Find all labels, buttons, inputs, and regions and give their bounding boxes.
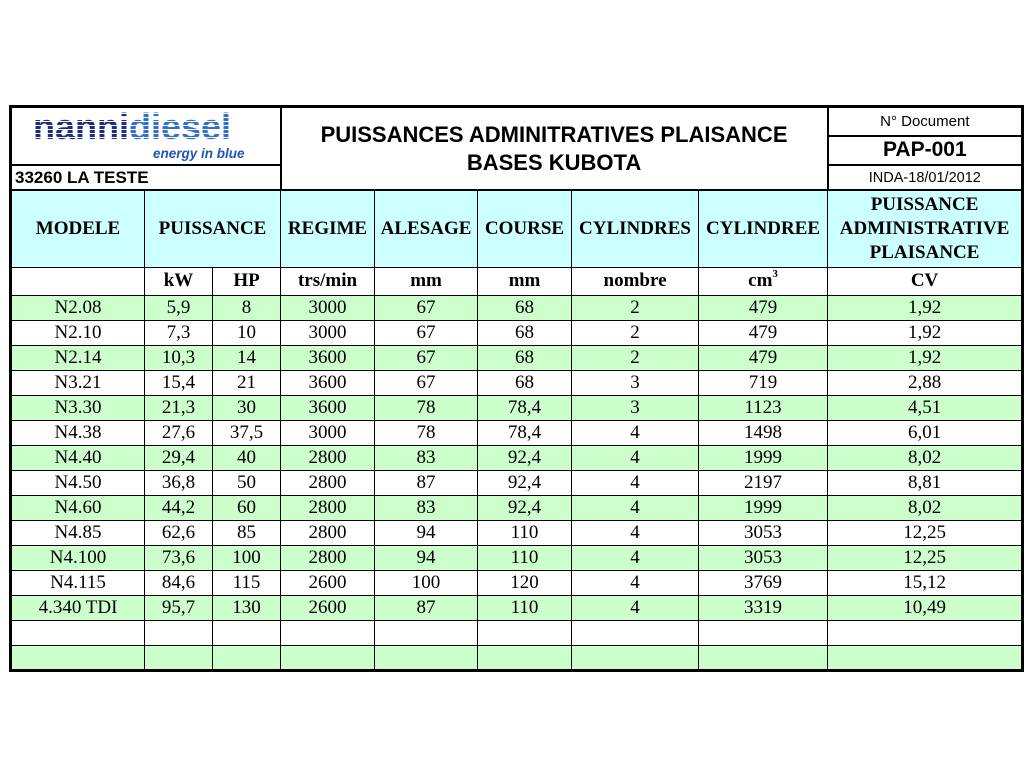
title-line-2: BASES KUBOTA xyxy=(466,149,642,175)
model-cell: N4.50 xyxy=(11,470,145,495)
admin-power-cell: 4,51 xyxy=(828,395,1023,420)
cylinders-cell: 3 xyxy=(572,395,699,420)
header-block-row-1 xyxy=(11,107,1023,136)
cylinders-cell: 4 xyxy=(572,570,699,595)
stroke-cell: 92,4 xyxy=(478,470,572,495)
logo-wordmark-diesel: diesel xyxy=(129,106,232,147)
empty-cell xyxy=(213,620,281,645)
power-hp-cell: 85 xyxy=(213,520,281,545)
power-kw-cell: 73,6 xyxy=(145,545,213,570)
power-hp-cell: 100 xyxy=(213,545,281,570)
stroke-cell: 110 xyxy=(478,520,572,545)
power-hp-cell: 40 xyxy=(213,445,281,470)
column-header-puissance-administrative: PUISSANCE ADMINISTRATIVE PLAISANCE xyxy=(828,190,1023,267)
displacement-cell: 479 xyxy=(699,295,828,320)
model-cell: N2.08 xyxy=(11,295,145,320)
displacement-cell: 2197 xyxy=(699,470,828,495)
unit-regime: trs/min xyxy=(281,267,375,295)
column-header-row xyxy=(11,190,1023,267)
empty-cell xyxy=(213,645,281,670)
title-line-1: PUISSANCES ADMINITRATIVES PLAISANCE xyxy=(320,121,788,147)
unit-kw: kW xyxy=(145,267,213,295)
empty-cell xyxy=(375,620,478,645)
logo-cell xyxy=(11,107,281,166)
power-kw-cell: 15,4 xyxy=(145,370,213,395)
model-cell: N4.100 xyxy=(11,545,145,570)
regime-cell: 3000 xyxy=(281,320,375,345)
stroke-cell: 120 xyxy=(478,570,572,595)
table-row xyxy=(11,445,1023,470)
power-kw-cell: 84,6 xyxy=(145,570,213,595)
empty-cell xyxy=(145,620,213,645)
bore-cell: 83 xyxy=(375,445,478,470)
document-number-label: N° Document xyxy=(828,107,1023,136)
regime-cell: 2800 xyxy=(281,545,375,570)
empty-cell xyxy=(572,645,699,670)
model-cell: N4.40 xyxy=(11,445,145,470)
admin-power-cell: 1,92 xyxy=(828,295,1023,320)
admin-power-cell: 15,12 xyxy=(828,570,1023,595)
bore-cell: 87 xyxy=(375,470,478,495)
power-hp-cell: 115 xyxy=(213,570,281,595)
power-kw-cell: 10,3 xyxy=(145,345,213,370)
displacement-cell: 1498 xyxy=(699,420,828,445)
stroke-cell: 78,4 xyxy=(478,395,572,420)
empty-cell xyxy=(281,620,375,645)
unit-modele-empty xyxy=(11,267,145,295)
table-row xyxy=(11,395,1023,420)
bore-cell: 87 xyxy=(375,595,478,620)
displacement-cell: 3053 xyxy=(699,545,828,570)
model-cell: N4.38 xyxy=(11,420,145,445)
cylinders-cell: 4 xyxy=(572,520,699,545)
empty-cell xyxy=(828,645,1023,670)
empty-cell xyxy=(572,620,699,645)
column-header-course: COURSE xyxy=(478,190,572,267)
regime-cell: 2800 xyxy=(281,445,375,470)
admin-power-cell: 12,25 xyxy=(828,545,1023,570)
empty-cell xyxy=(281,645,375,670)
admin-power-cell: 1,92 xyxy=(828,320,1023,345)
cylinders-cell: 2 xyxy=(572,345,699,370)
table-row xyxy=(11,345,1023,370)
regime-cell: 3000 xyxy=(281,420,375,445)
power-hp-cell: 21 xyxy=(213,370,281,395)
empty-table-row xyxy=(11,620,1023,645)
empty-cell xyxy=(375,645,478,670)
power-kw-cell: 21,3 xyxy=(145,395,213,420)
regime-cell: 3600 xyxy=(281,395,375,420)
power-hp-cell: 30 xyxy=(213,395,281,420)
empty-cell xyxy=(11,620,145,645)
model-cell: N4.60 xyxy=(11,495,145,520)
power-kw-cell: 62,6 xyxy=(145,520,213,545)
stroke-cell: 110 xyxy=(478,595,572,620)
admin-power-cell: 12,25 xyxy=(828,520,1023,545)
model-cell: N2.14 xyxy=(11,345,145,370)
displacement-cell: 1999 xyxy=(699,495,828,520)
table-row xyxy=(11,545,1023,570)
column-header-regime: REGIME xyxy=(281,190,375,267)
unit-hp: HP xyxy=(213,267,281,295)
logo-wordmark xyxy=(33,106,232,147)
bore-cell: 67 xyxy=(375,345,478,370)
displacement-cell: 1999 xyxy=(699,445,828,470)
table-row xyxy=(11,295,1023,320)
cylinders-cell: 4 xyxy=(572,470,699,495)
logo-tagline: energy in blue xyxy=(153,146,245,161)
displacement-cell: 479 xyxy=(699,320,828,345)
empty-table-row xyxy=(11,645,1023,670)
model-cell: N3.30 xyxy=(11,395,145,420)
power-hp-cell: 50 xyxy=(213,470,281,495)
bore-cell: 67 xyxy=(375,370,478,395)
empty-cell xyxy=(11,645,145,670)
stroke-cell: 78,4 xyxy=(478,420,572,445)
displacement-cell: 3319 xyxy=(699,595,828,620)
table-row xyxy=(11,520,1023,545)
displacement-cell: 1123 xyxy=(699,395,828,420)
document-title xyxy=(281,107,828,191)
company-address: 33260 LA TESTE xyxy=(11,165,281,190)
table-row xyxy=(11,320,1023,345)
model-cell: N3.21 xyxy=(11,370,145,395)
empty-cell xyxy=(478,645,572,670)
power-hp-cell: 37,5 xyxy=(213,420,281,445)
table-row xyxy=(11,470,1023,495)
table-row xyxy=(11,370,1023,395)
cylinders-cell: 4 xyxy=(572,495,699,520)
table-row xyxy=(11,420,1023,445)
bore-cell: 67 xyxy=(375,295,478,320)
regime-cell: 2800 xyxy=(281,495,375,520)
bore-cell: 94 xyxy=(375,520,478,545)
cylinders-cell: 2 xyxy=(572,295,699,320)
power-hp-cell: 130 xyxy=(213,595,281,620)
stroke-cell: 92,4 xyxy=(478,495,572,520)
bore-cell: 78 xyxy=(375,395,478,420)
column-header-modele: MODELE xyxy=(11,190,145,267)
displacement-cell: 479 xyxy=(699,345,828,370)
power-kw-cell: 95,7 xyxy=(145,595,213,620)
admin-power-cell: 8,02 xyxy=(828,445,1023,470)
admin-power-cell: 8,02 xyxy=(828,495,1023,520)
power-kw-cell: 29,4 xyxy=(145,445,213,470)
logo-wordmark-nanni: nanni xyxy=(33,106,129,147)
unit-alesage: mm xyxy=(375,267,478,295)
admin-power-cell: 1,92 xyxy=(828,345,1023,370)
column-header-puissance: PUISSANCE xyxy=(145,190,281,267)
regime-cell: 3600 xyxy=(281,370,375,395)
empty-cell xyxy=(145,645,213,670)
admin-power-cell: 10,49 xyxy=(828,595,1023,620)
regime-cell: 2800 xyxy=(281,520,375,545)
cylinders-cell: 4 xyxy=(572,420,699,445)
model-cell: N4.85 xyxy=(11,520,145,545)
nanni-diesel-logo xyxy=(12,108,280,164)
stroke-cell: 68 xyxy=(478,370,572,395)
empty-cell xyxy=(828,620,1023,645)
admin-power-cell: 8,81 xyxy=(828,470,1023,495)
table-row xyxy=(11,495,1023,520)
cylinders-cell: 3 xyxy=(572,370,699,395)
engine-power-table xyxy=(9,105,1024,672)
displacement-cell: 719 xyxy=(699,370,828,395)
power-specification-sheet xyxy=(9,105,1024,672)
admin-power-cell: 6,01 xyxy=(828,420,1023,445)
stroke-cell: 68 xyxy=(478,345,572,370)
displacement-cell: 3769 xyxy=(699,570,828,595)
document-revision: INDA-18/01/2012 xyxy=(828,165,1023,190)
cylinders-cell: 4 xyxy=(572,445,699,470)
empty-cell xyxy=(478,620,572,645)
column-header-cylindree: CYLINDREE xyxy=(699,190,828,267)
model-cell: N2.10 xyxy=(11,320,145,345)
bore-cell: 67 xyxy=(375,320,478,345)
power-hp-cell: 10 xyxy=(213,320,281,345)
regime-cell: 2600 xyxy=(281,595,375,620)
stroke-cell: 68 xyxy=(478,320,572,345)
document-number: PAP-001 xyxy=(828,136,1023,165)
unit-course: mm xyxy=(478,267,572,295)
stroke-cell: 110 xyxy=(478,545,572,570)
regime-cell: 2600 xyxy=(281,570,375,595)
column-header-cylindres: CYLINDRES xyxy=(572,190,699,267)
power-hp-cell: 60 xyxy=(213,495,281,520)
unit-cylindres: nombre xyxy=(572,267,699,295)
table-row xyxy=(11,595,1023,620)
bore-cell: 83 xyxy=(375,495,478,520)
power-hp-cell: 14 xyxy=(213,345,281,370)
power-kw-cell: 27,6 xyxy=(145,420,213,445)
displacement-cell: 3053 xyxy=(699,520,828,545)
stroke-cell: 92,4 xyxy=(478,445,572,470)
regime-cell: 2800 xyxy=(281,470,375,495)
admin-power-cell: 2,88 xyxy=(828,370,1023,395)
empty-cell xyxy=(699,620,828,645)
regime-cell: 3600 xyxy=(281,345,375,370)
model-cell: N4.115 xyxy=(11,570,145,595)
power-kw-cell: 36,8 xyxy=(145,470,213,495)
cylinders-cell: 4 xyxy=(572,595,699,620)
empty-cell xyxy=(699,645,828,670)
unit-cylindree-base: cm xyxy=(748,270,773,291)
bore-cell: 100 xyxy=(375,570,478,595)
bore-cell: 94 xyxy=(375,545,478,570)
regime-cell: 3000 xyxy=(281,295,375,320)
unit-cylindree xyxy=(699,267,828,295)
stroke-cell: 68 xyxy=(478,295,572,320)
power-kw-cell: 7,3 xyxy=(145,320,213,345)
column-header-alesage: ALESAGE xyxy=(375,190,478,267)
unit-cylindree-exponent: 3 xyxy=(772,268,778,280)
power-kw-cell: 44,2 xyxy=(145,495,213,520)
model-cell: 4.340 TDI xyxy=(11,595,145,620)
cylinders-cell: 2 xyxy=(572,320,699,345)
cylinders-cell: 4 xyxy=(572,545,699,570)
table-row xyxy=(11,570,1023,595)
power-kw-cell: 5,9 xyxy=(145,295,213,320)
unit-cv: CV xyxy=(828,267,1023,295)
power-hp-cell: 8 xyxy=(213,295,281,320)
bore-cell: 78 xyxy=(375,420,478,445)
units-row xyxy=(11,267,1023,295)
